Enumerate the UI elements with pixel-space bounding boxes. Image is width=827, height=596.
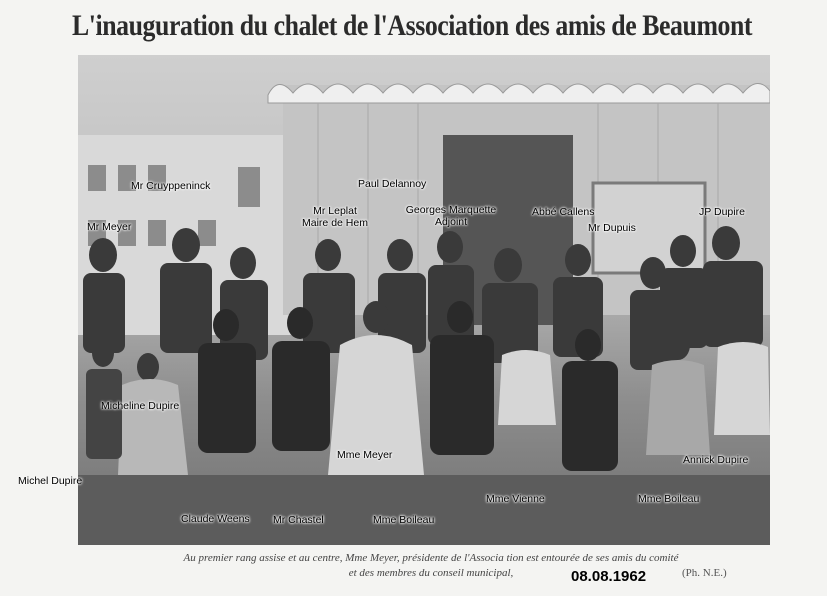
label-leplat-name: Mr Leplat	[313, 205, 357, 217]
label-annick: Annick Dupire	[683, 454, 749, 466]
label-marquette-name: Georges Marquette	[405, 204, 497, 216]
label-callens: Abbé Callens	[532, 206, 595, 218]
photo-credit: (Ph. N.E.)	[682, 567, 727, 579]
label-leplat	[290, 205, 380, 229]
label-dupuis: Mr Dupuis	[588, 222, 636, 234]
ground	[78, 475, 770, 545]
label-mme-meyer: Mme Meyer	[337, 449, 393, 461]
group-photo	[78, 55, 770, 545]
photo-caption	[86, 551, 776, 581]
caption-line-1: Au premier rang assise et au centre, Mme Meyer, présidente de l'Associa tion est entourée de ses amis du comité	[183, 552, 679, 564]
label-delannoy: Paul Delannoy	[358, 178, 427, 190]
label-marquette-role: Adjoint	[434, 216, 468, 228]
label-claude-weens: Claude Weens	[181, 513, 250, 525]
label-mme-boileau-right: Mme Boileau	[638, 493, 700, 505]
label-cruyppeninck: Mr Cruyppeninck	[131, 180, 211, 192]
label-jp-dupire: JP Dupire	[699, 206, 745, 218]
label-michel: Michel Dupire	[18, 475, 83, 487]
label-mr-meyer: Mr Meyer	[87, 221, 132, 233]
label-mme-vienne: Mme Vienne	[486, 493, 545, 505]
photo-illustration	[78, 55, 770, 545]
label-mme-boileau-center: Mme Boileau	[373, 514, 435, 526]
label-chastel: Mr Chastel	[273, 514, 324, 526]
headline: L'inauguration du chalet de l'Association des amis de Beaumont	[72, 9, 753, 42]
label-marquette	[392, 204, 510, 228]
caption-line-2: et des membres du conseil municipal,	[348, 567, 514, 579]
label-leplat-role: Maire de Hem	[302, 217, 368, 229]
date-stamp: 08.08.1962	[571, 568, 647, 585]
chalet-roof	[268, 83, 770, 103]
label-micheline: Micheline Dupire	[101, 400, 180, 412]
